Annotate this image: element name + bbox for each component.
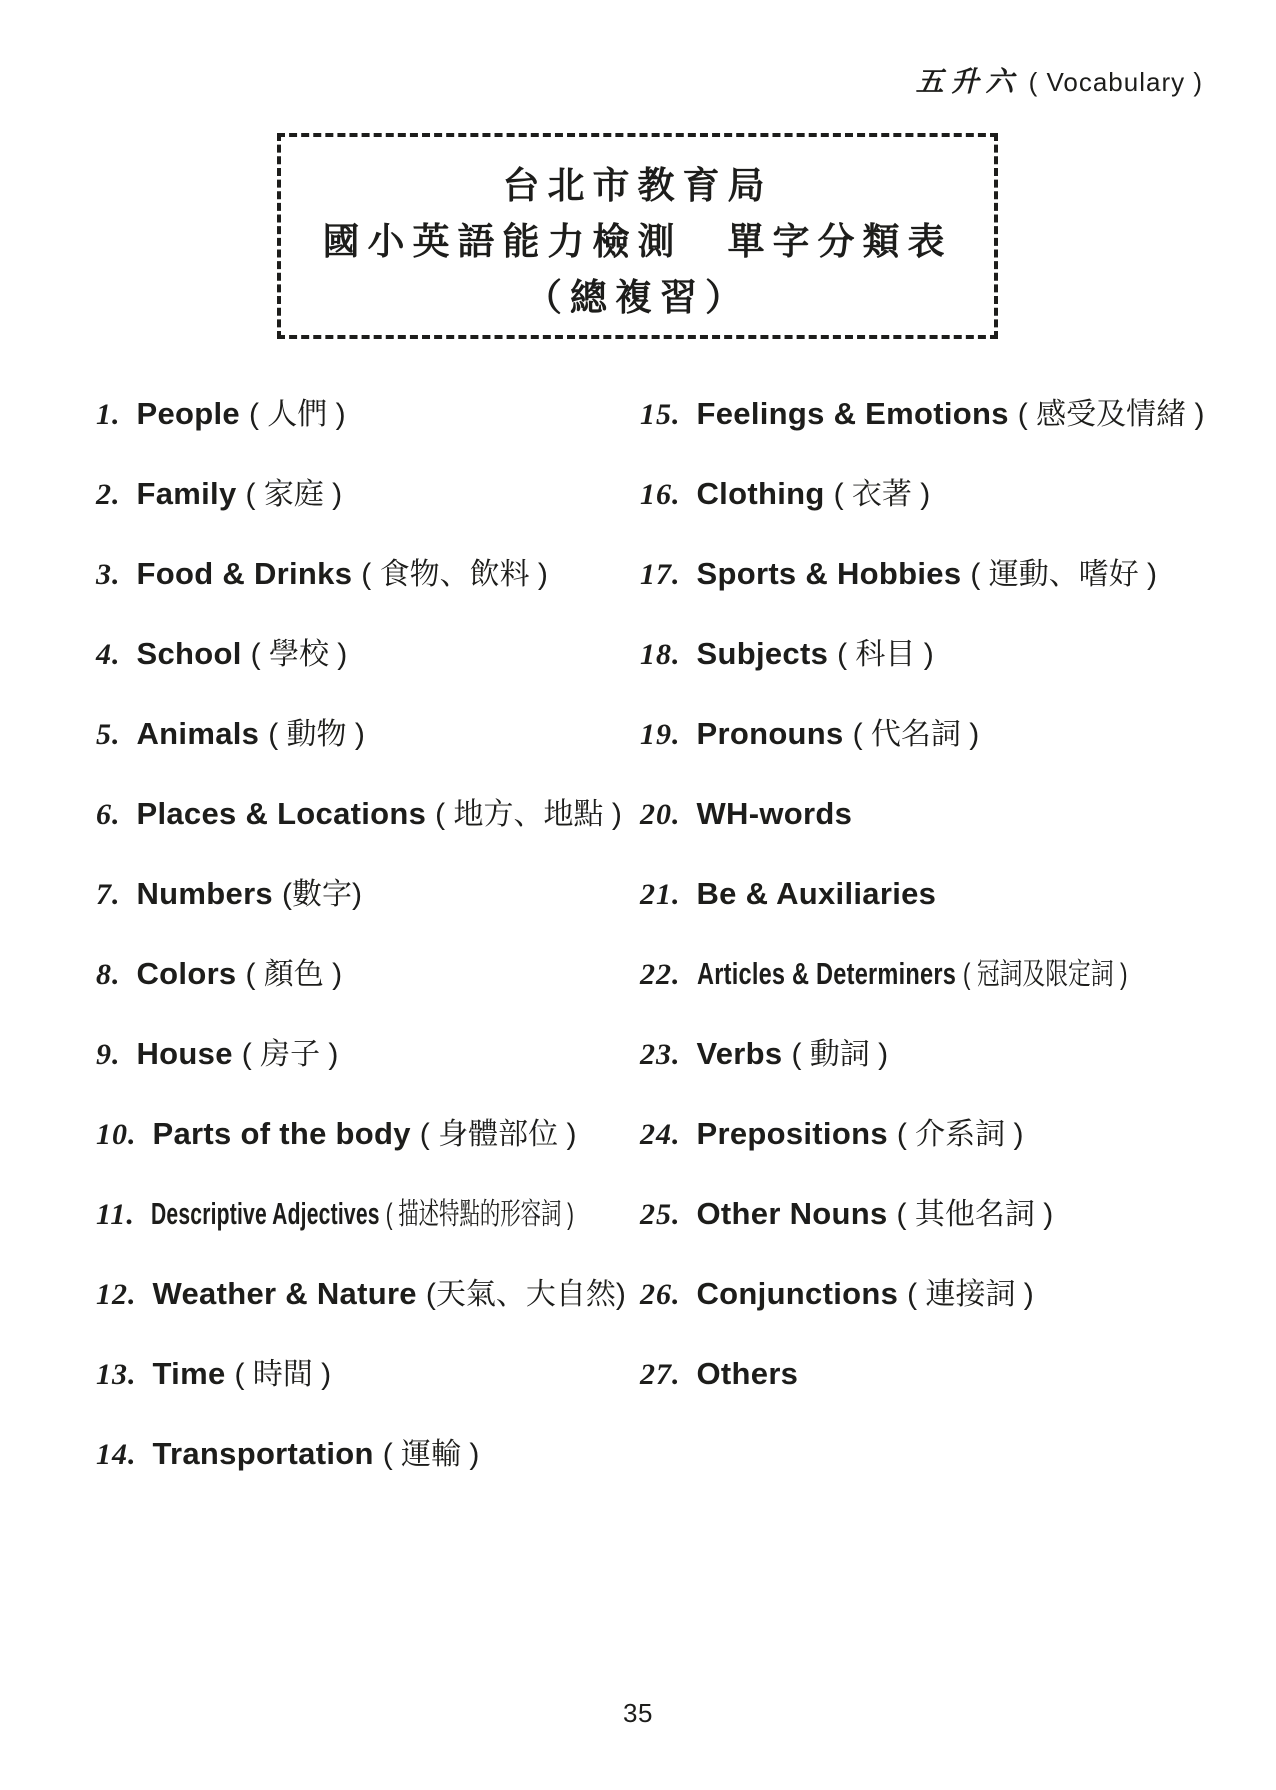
item-label-en: Articles & Determiners (696, 956, 956, 991)
list-item (640, 556, 1263, 592)
item-number: 27. (640, 1358, 681, 1391)
item-label-en: Verbs (696, 1036, 783, 1071)
item-label-en: Food & Drinks (136, 556, 353, 591)
page-title-box (277, 133, 998, 339)
corner-tag-grade: 五升六 (915, 67, 1021, 98)
list-item (640, 716, 1263, 752)
item-label-en: People (136, 396, 240, 431)
item-label-en: Colors (136, 956, 237, 991)
corner-tag (916, 60, 1203, 100)
item-label-zh: ( 代名詞 ) (852, 718, 980, 751)
item-label-en: Animals (136, 716, 260, 751)
item-label-zh: ( 運輸 ) (382, 1438, 480, 1471)
item-label-zh: ( 介系詞 ) (896, 1118, 1024, 1151)
item-number: 23. (640, 1038, 681, 1071)
item-label-zh: ( 房子 ) (241, 1038, 339, 1071)
page-number: 35 (623, 1698, 653, 1728)
item-label-zh: ( 地方、地點 ) (435, 798, 622, 831)
item-label-zh: ( 科目 ) (837, 638, 934, 671)
item-label-zh: ( 時間 ) (234, 1358, 332, 1391)
item-label-en: Be & Auxiliaries (696, 876, 937, 911)
item-label-zh: ( 衣著 ) (833, 478, 931, 511)
item-number: 21. (640, 878, 681, 911)
item-number: 22. (640, 958, 681, 991)
item-number: 20. (640, 798, 681, 831)
list-item (640, 1036, 1263, 1072)
list-item (640, 876, 1263, 912)
item-label-en: School (136, 636, 242, 671)
item-number: 19. (640, 718, 681, 751)
item-number: 11. (96, 1198, 135, 1231)
item-number: 10. (96, 1118, 137, 1151)
item-label-en: Subjects (696, 636, 829, 671)
title-line-1: 台北市教育局 (502, 165, 773, 206)
title-line-3: （總複習） (525, 277, 750, 318)
item-label-en: Parts of the body (152, 1116, 411, 1151)
item-number: 15. (640, 398, 681, 431)
item-label-zh: ( 其他名詞 ) (896, 1198, 1054, 1231)
item-label-zh: ( 動物 ) (268, 718, 365, 751)
item-label-zh: ( 動詞 ) (791, 1038, 889, 1071)
list-item (640, 636, 1263, 672)
item-label-zh: ( 身體部位 ) (419, 1118, 577, 1151)
item-label-en: House (136, 1036, 233, 1071)
item-number: 1. (96, 398, 121, 431)
item-number: 6. (96, 798, 121, 831)
item-label-zh: (數字) (281, 878, 362, 911)
corner-tag-subject: ( Vocabulary ) (1028, 67, 1203, 97)
list-item (640, 1356, 1263, 1392)
item-label-en: Weather & Nature (152, 1276, 417, 1311)
item-label-en: Clothing (696, 476, 825, 511)
item-number: 24. (640, 1118, 681, 1151)
item-label-zh: ( 連接詞 ) (907, 1278, 1034, 1311)
item-label-zh: ( 冠詞及限定詞 ) (962, 958, 1128, 991)
item-number: 18. (640, 638, 681, 671)
list-item (640, 956, 1263, 992)
item-number: 17. (640, 558, 681, 591)
item-number: 26. (640, 1278, 681, 1311)
item-label-zh: ( 顏色 ) (245, 958, 343, 991)
item-number: 3. (96, 558, 121, 591)
item-number: 5. (96, 718, 121, 751)
item-label-zh: ( 學校 ) (250, 638, 348, 671)
item-label-en: Pronouns (696, 716, 844, 751)
item-label-en: Places & Locations (136, 796, 427, 831)
item-label-zh: ( 食物、飲料 ) (361, 558, 548, 591)
category-list-right (640, 396, 1263, 1392)
list-item (640, 1116, 1263, 1152)
item-label-en: Numbers (136, 876, 273, 911)
item-number: 13. (96, 1358, 137, 1391)
item-number: 12. (96, 1278, 137, 1311)
item-number: 4. (96, 638, 121, 671)
list-item (96, 1436, 773, 1472)
title-line-2: 國小英語能力檢測 單字分類表 (322, 221, 953, 262)
item-label-en: Others (696, 1356, 799, 1391)
item-label-zh: ( 人們 ) (248, 398, 346, 431)
item-label-zh: ( 描述特點的形容詞 ) (385, 1198, 574, 1231)
item-number: 9. (96, 1038, 121, 1071)
list-item (640, 1276, 1263, 1312)
item-number: 2. (96, 478, 121, 511)
item-label-en: Descriptive Adjectives (150, 1196, 380, 1231)
item-label-zh: ( 運動、嗜好 ) (970, 558, 1158, 591)
item-label-en: WH-words (696, 796, 853, 831)
list-item (640, 476, 1263, 512)
list-item (640, 796, 1263, 832)
item-label-en: Family (136, 476, 237, 511)
item-label-en: Conjunctions (696, 1276, 899, 1311)
list-item (640, 396, 1263, 432)
item-label-en: Time (152, 1356, 226, 1391)
list-item (640, 1196, 1263, 1232)
item-number: 16. (640, 478, 681, 511)
item-label-zh: (天氣、大自然) (425, 1278, 626, 1311)
item-number: 8. (96, 958, 121, 991)
item-label-zh: ( 感受及情緒 ) (1017, 398, 1205, 431)
item-label-en: Feelings & Emotions (696, 396, 1009, 431)
item-label-en: Transportation (152, 1436, 374, 1471)
item-number: 7. (96, 878, 121, 911)
item-number: 14. (96, 1438, 137, 1471)
item-label-en: Other Nouns (696, 1196, 888, 1231)
item-number: 25. (640, 1198, 681, 1231)
item-label-zh: ( 家庭 ) (245, 478, 343, 511)
item-label-en: Prepositions (696, 1116, 888, 1151)
item-label-en: Sports & Hobbies (696, 556, 962, 591)
